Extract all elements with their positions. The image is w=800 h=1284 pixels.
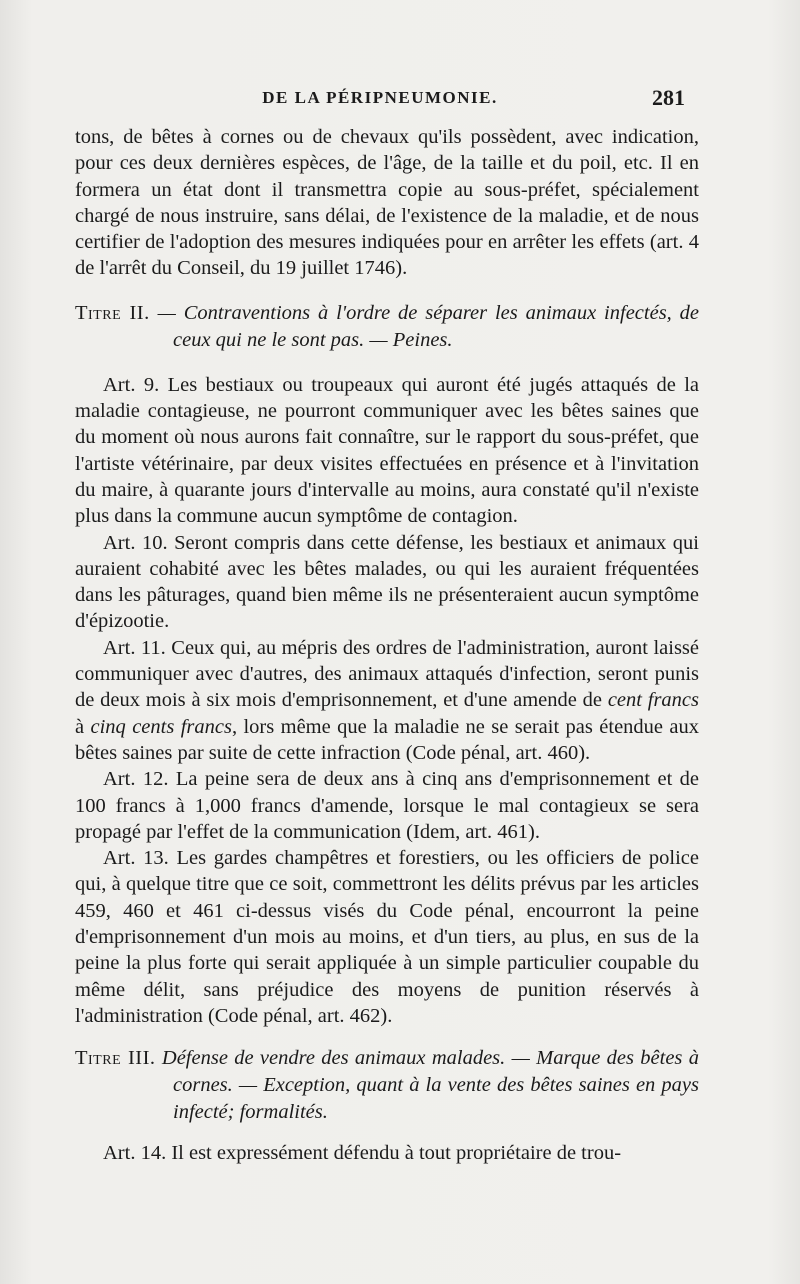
- article-11-text-c: , lors même que la maladie ne se serait pas étendue aux bêtes saines par suite de cette infraction (Code pénal, art. 460).: [75, 715, 700, 764]
- article-12-text: La peine sera de deux ans à cinq ans d'emprisonnement et de 100 francs à 1,000 francs d'amende, lorsque le mal contagieux se sera propagé par l'effet de la communication (Idem, art. 461).: [75, 768, 700, 843]
- article-12-number: Art. 12.: [103, 768, 169, 791]
- running-title: DE LA PÉRIPNEUMONIE.: [262, 88, 498, 107]
- paragraph-continuation: tons, de bêtes à cornes ou de chevaux qu'ils possèdent, avec indication, pour ces deux dernières espèces, de l'âge, de la taille et du poil, etc. Il en formera un état dont il transmettra copie au sous-préfet, spécialement chargé de nous instruire, sans délai, de l'existence de la maladie, et de nous certifier de l'adoption des mesures indiquées pour en arrêter les effets (art. 4 de l'arrêt du Conseil, du 19 juillet 1746).: [75, 126, 699, 280]
- page-header: [75, 85, 685, 114]
- page-body: [75, 124, 699, 1167]
- article-9-text: Les bestiaux ou troupeaux qui auront été jugés attaqués de la maladie contagieuse, ne pourront communiquer avec les bêtes saines que du moment où nous aurons fait connaître, sur le rapport du sous-préfet, que l'artiste vétérinaire, par deux visites effectuées en présence et à l'invitation du maire, à quarante jours d'intervalle au moins, aura constaté qu'il n'existe plus dans la commune aucun symptôme de contagion.: [75, 373, 700, 528]
- article-11-text-b: à: [75, 715, 85, 738]
- article-13-number: Art. 13.: [103, 847, 169, 870]
- titre-3-label: Titre III.: [75, 1047, 156, 1070]
- titre-2-label: Titre II.: [75, 301, 150, 324]
- article-9-number: Art. 9.: [103, 373, 160, 396]
- article-11-amount-max: cinq cents francs: [90, 715, 232, 738]
- article-10-text: Seront compris dans cette défense, les bestiaux et animaux qui auraient cohabité avec les bêtes malades, ou qui les auraient fréquentées dans les pâturages, quand bien même ils ne présenteraient aucun symptôme d'épizootie.: [75, 531, 700, 633]
- article-9: [75, 372, 699, 530]
- article-13-text: Les gardes champêtres et forestiers, ou les officiers de police qui, à quelque titre que ce soit, commettront les délits prévus par les articles 459, 460 et 461 ci-dessus visés du Code pénal, encourront la peine d'emprisonnement d'un mois au moins, et d'un tiers, au plus, en sus de la peine la plus forte qui serait appliquée à un simple particulier coupable du même délit, sans préjudice des moyens de punition réservés à l'administration (Code pénal, art. 462).: [75, 847, 700, 1027]
- article-14: [75, 1140, 699, 1166]
- article-12: [75, 766, 699, 845]
- article-10-number: Art. 10.: [103, 531, 168, 554]
- article-10: [75, 530, 699, 635]
- article-14-text: Il est expressément défendu à tout propriétaire de trou-: [171, 1142, 622, 1165]
- article-14-number: Art. 14.: [103, 1142, 167, 1165]
- article-11-amount-min: cent francs: [607, 689, 699, 712]
- article-11-text-a: Ceux qui, au mépris des ordres de l'administration, auront laissé communiquer avec d'autres, des animaux attaqués d'infection, seront punis de deux mois à six mois d'emprisonnement, et d'une amende de: [75, 636, 700, 712]
- article-13: [75, 845, 699, 1029]
- article-11: [75, 635, 699, 766]
- titre-2-heading: — Contraventions à l'ordre de séparer les animaux infectés, de ceux qui ne le sont pas. — Peines.: [157, 301, 700, 351]
- titre-3-heading: Défense de vendre des animaux malades. — Marque des bêtes à cornes. — Exception, quant à la vente des bêtes saines en pays infecté; formalités.: [161, 1047, 699, 1124]
- page-number: 281: [652, 85, 685, 110]
- article-11-number: Art. 11.: [103, 636, 166, 659]
- section-title-titre-3: [75, 1045, 699, 1126]
- section-title-titre-2: [75, 300, 699, 354]
